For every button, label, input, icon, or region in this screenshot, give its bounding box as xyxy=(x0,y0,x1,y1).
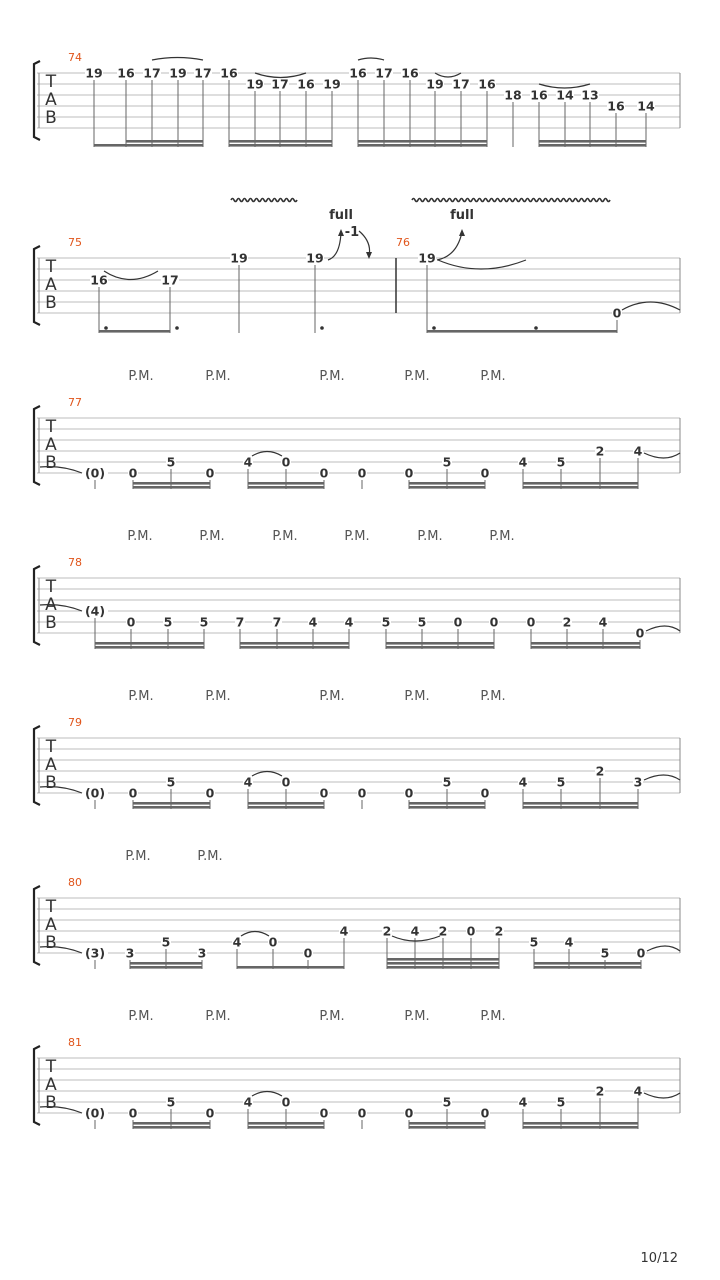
palm-mute-label: P.M. xyxy=(199,529,225,544)
fret-number: 19 xyxy=(169,65,187,81)
tab-clef-letter: B xyxy=(45,613,57,633)
tab-system xyxy=(34,236,680,333)
fret-number: 4 xyxy=(633,1083,643,1099)
fret-number: 4 xyxy=(410,923,420,939)
beam xyxy=(539,144,646,147)
bend-label: full xyxy=(450,208,474,223)
fret-number: 2 xyxy=(382,923,392,939)
tab-clef-letter: B xyxy=(45,1093,57,1113)
beam xyxy=(133,1122,210,1125)
palm-mute-label: P.M. xyxy=(404,369,430,384)
beam xyxy=(539,140,646,143)
beam xyxy=(523,802,638,805)
fret-number: 17 xyxy=(161,272,179,288)
beam xyxy=(248,1122,324,1125)
tab-clef-letter: T xyxy=(45,577,57,597)
tie-out xyxy=(622,302,680,310)
tab-system xyxy=(34,1009,680,1129)
measure-number: 75 xyxy=(68,236,82,249)
tie-out xyxy=(646,626,680,631)
fret-number: (0) xyxy=(84,785,106,801)
fret-number: 0 xyxy=(480,465,490,481)
bend-curve xyxy=(328,232,341,260)
fret-number: 5 xyxy=(442,454,452,470)
fret-number: 0 xyxy=(404,1105,414,1121)
tab-clef-letter: A xyxy=(45,275,57,295)
beam xyxy=(387,962,499,965)
bend-curve xyxy=(437,232,462,260)
fret-number: (0) xyxy=(84,1105,106,1121)
fret-number: 4 xyxy=(344,614,354,630)
fret-number: 16 xyxy=(117,65,135,81)
bend-arrow-head xyxy=(459,229,465,236)
palm-mute-label: P.M. xyxy=(417,529,443,544)
tab-clef-letter: T xyxy=(45,417,57,437)
fret-number: 5 xyxy=(442,774,452,790)
slur xyxy=(252,1092,282,1097)
fret-number: 19 xyxy=(85,65,103,81)
fret-number: 4 xyxy=(243,774,253,790)
beam xyxy=(523,1126,638,1129)
fret-number: 2 xyxy=(494,923,504,939)
fret-number: 5 xyxy=(556,1094,566,1110)
beam xyxy=(427,330,617,333)
beam xyxy=(523,806,638,809)
fret-number: 0 xyxy=(489,614,499,630)
fret-number: 0 xyxy=(281,1094,291,1110)
staccato-dot xyxy=(320,326,324,330)
fret-number: 0 xyxy=(466,923,476,939)
palm-mute-label: P.M. xyxy=(272,529,298,544)
vibrato xyxy=(412,199,610,202)
beam xyxy=(531,646,640,649)
fret-number: 4 xyxy=(232,934,242,950)
beam xyxy=(534,962,641,965)
fret-number: 19 xyxy=(418,250,436,266)
tab-system xyxy=(34,51,680,147)
measure-number: 80 xyxy=(68,876,82,889)
palm-mute-label: P.M. xyxy=(128,1009,154,1024)
fret-number: 0 xyxy=(319,785,329,801)
fret-number: 0 xyxy=(281,774,291,790)
fret-number: 17 xyxy=(271,76,289,92)
fret-number: 4 xyxy=(633,443,643,459)
fret-number: 0 xyxy=(268,934,278,950)
palm-mute-label: P.M. xyxy=(404,1009,430,1024)
fret-number: 4 xyxy=(518,774,528,790)
beam xyxy=(248,482,324,485)
palm-mute-label: P.M. xyxy=(480,689,506,704)
beam xyxy=(240,646,349,649)
tab-clef-letter: A xyxy=(45,1075,57,1095)
fret-number: 5 xyxy=(166,774,176,790)
beam xyxy=(387,958,499,961)
fret-number: 0 xyxy=(205,785,215,801)
beam xyxy=(409,1126,485,1129)
palm-mute-label: P.M. xyxy=(128,369,154,384)
tab-clef-letter: T xyxy=(45,72,57,92)
palm-mute-label: P.M. xyxy=(205,1009,231,1024)
fret-number: 0 xyxy=(480,785,490,801)
staccato-dot xyxy=(175,326,179,330)
tab-system xyxy=(34,529,680,649)
beam xyxy=(133,802,210,805)
beam xyxy=(248,1126,324,1129)
beam xyxy=(133,1126,210,1129)
staccato-dot xyxy=(534,326,538,330)
palm-mute-label: P.M. xyxy=(125,849,151,864)
fret-number: 0 xyxy=(453,614,463,630)
fret-number: 5 xyxy=(163,614,173,630)
fret-number: 4 xyxy=(564,934,574,950)
fret-number: 0 xyxy=(205,465,215,481)
beam xyxy=(387,966,499,969)
beam xyxy=(240,642,349,645)
measure-number: 77 xyxy=(68,396,82,409)
fret-number: 16 xyxy=(530,87,548,103)
fret-number: 4 xyxy=(518,454,528,470)
palm-mute-label: P.M. xyxy=(319,1009,345,1024)
palm-mute-label: P.M. xyxy=(127,529,153,544)
tab-system xyxy=(34,369,680,489)
fret-number: 5 xyxy=(199,614,209,630)
tab-clef-letter: A xyxy=(45,595,57,615)
fret-number: 18 xyxy=(504,87,522,103)
slur xyxy=(252,772,282,777)
fret-number: 4 xyxy=(518,1094,528,1110)
tab-clef-letter: B xyxy=(45,453,57,473)
beam xyxy=(409,482,485,485)
beam xyxy=(523,486,638,489)
tab-clef-letter: B xyxy=(45,933,57,953)
measure-number: 74 xyxy=(68,51,82,64)
slur xyxy=(152,58,203,61)
palm-mute-label: P.M. xyxy=(404,689,430,704)
fret-number: 0 xyxy=(281,454,291,470)
beam xyxy=(99,330,170,333)
fret-number: 4 xyxy=(339,923,349,939)
fret-number: 0 xyxy=(303,945,313,961)
fret-number: 2 xyxy=(595,443,605,459)
beam xyxy=(358,140,487,143)
fret-number: 3 xyxy=(125,945,135,961)
fret-number: 14 xyxy=(556,87,574,103)
beam xyxy=(126,140,203,143)
tab-clef-letter: B xyxy=(45,773,57,793)
slur xyxy=(438,260,526,269)
fret-number: 5 xyxy=(417,614,427,630)
tie-out xyxy=(644,1093,680,1098)
beam xyxy=(130,962,202,965)
fret-number: 2 xyxy=(438,923,448,939)
fret-number: 4 xyxy=(243,454,253,470)
beam xyxy=(229,140,332,143)
fret-number: 7 xyxy=(272,614,282,630)
fret-number: 16 xyxy=(401,65,419,81)
beam xyxy=(523,482,638,485)
palm-mute-label: P.M. xyxy=(205,689,231,704)
fret-number: (4) xyxy=(84,603,106,619)
fret-number: 0 xyxy=(636,945,646,961)
fret-number: 17 xyxy=(452,76,470,92)
fret-number: 0 xyxy=(480,1105,490,1121)
measure-number: 76 xyxy=(396,236,410,249)
slur xyxy=(252,452,282,457)
fret-number: 17 xyxy=(375,65,393,81)
palm-mute-label: P.M. xyxy=(205,369,231,384)
fret-number: (0) xyxy=(84,465,106,481)
fret-number: (3) xyxy=(84,945,106,961)
fret-number: 5 xyxy=(381,614,391,630)
fret-number: 0 xyxy=(404,785,414,801)
beam xyxy=(237,966,344,969)
fret-number: 0 xyxy=(612,305,622,321)
fret-number: 0 xyxy=(357,785,367,801)
beam xyxy=(534,966,641,969)
palm-mute-label: P.M. xyxy=(128,689,154,704)
fret-number: 4 xyxy=(308,614,318,630)
beam xyxy=(95,646,204,649)
beam xyxy=(126,144,203,147)
fret-number: 5 xyxy=(161,934,171,950)
fret-number: 3 xyxy=(633,774,643,790)
fret-number: 4 xyxy=(598,614,608,630)
fret-number: 5 xyxy=(556,774,566,790)
tab-clef-letter: B xyxy=(45,293,57,313)
fret-number: 0 xyxy=(357,1105,367,1121)
measure-number: 79 xyxy=(68,716,82,729)
palm-mute-label: P.M. xyxy=(480,369,506,384)
tie-out xyxy=(644,775,680,780)
fret-number: 0 xyxy=(128,1105,138,1121)
beam xyxy=(386,646,494,649)
bend-arrow-head xyxy=(338,229,344,236)
fret-number: 16 xyxy=(349,65,367,81)
palm-mute-label: P.M. xyxy=(197,849,223,864)
palm-mute-label: P.M. xyxy=(480,1009,506,1024)
palm-mute-label: P.M. xyxy=(344,529,370,544)
page-number-text: 10/12 xyxy=(640,1251,678,1266)
fret-number: 5 xyxy=(442,1094,452,1110)
fret-number: 13 xyxy=(581,87,599,103)
fret-number: 5 xyxy=(529,934,539,950)
beam xyxy=(229,144,332,147)
tie-out xyxy=(647,946,680,951)
beam xyxy=(133,806,210,809)
fret-number: 0 xyxy=(126,614,136,630)
tie-out xyxy=(644,453,680,458)
fret-number: 16 xyxy=(478,76,496,92)
slur xyxy=(241,932,269,937)
fret-number: 16 xyxy=(607,98,625,114)
fret-number: 19 xyxy=(306,250,324,266)
beam xyxy=(358,144,487,147)
beam xyxy=(95,642,204,645)
beam xyxy=(130,966,202,969)
fret-number: 19 xyxy=(246,76,264,92)
fret-number: 19 xyxy=(230,250,248,266)
slur xyxy=(358,58,384,60)
fret-number: 0 xyxy=(526,614,536,630)
tab-clef-letter: T xyxy=(45,257,57,277)
beam xyxy=(133,482,210,485)
tab-clef-letter: T xyxy=(45,897,57,917)
fret-number: 16 xyxy=(220,65,238,81)
slur xyxy=(104,271,158,280)
fret-number: 0 xyxy=(404,465,414,481)
beam xyxy=(409,486,485,489)
bend-label: -1 xyxy=(344,225,360,240)
beam xyxy=(248,486,324,489)
fret-number: 17 xyxy=(194,65,212,81)
beam xyxy=(409,806,485,809)
fret-number: 19 xyxy=(323,76,341,92)
staccato-dot xyxy=(104,326,108,330)
fret-number: 3 xyxy=(197,945,207,961)
fret-number: 5 xyxy=(166,1094,176,1110)
beam xyxy=(94,144,126,147)
beam xyxy=(248,802,324,805)
fret-number: 5 xyxy=(556,454,566,470)
fret-number: 14 xyxy=(637,98,655,114)
tab-clef-letter: T xyxy=(45,1057,57,1077)
fret-number: 17 xyxy=(143,65,161,81)
beam xyxy=(409,802,485,805)
beam xyxy=(531,642,640,645)
tab-clef-letter: A xyxy=(45,90,57,110)
tab-system xyxy=(34,849,680,969)
fret-number: 0 xyxy=(205,1105,215,1121)
palm-mute-label: P.M. xyxy=(489,529,515,544)
tab-clef-letter: T xyxy=(45,737,57,757)
beam xyxy=(523,1122,638,1125)
fret-number: 2 xyxy=(562,614,572,630)
fret-number: 7 xyxy=(235,614,245,630)
fret-number: 5 xyxy=(600,945,610,961)
tab-system xyxy=(34,689,680,809)
fret-number: 0 xyxy=(319,465,329,481)
staccato-dot xyxy=(432,326,436,330)
fret-number: 2 xyxy=(595,1083,605,1099)
palm-mute-label: P.M. xyxy=(319,689,345,704)
tab-clef-letter: B xyxy=(45,108,57,128)
fret-number: 5 xyxy=(166,454,176,470)
beam xyxy=(409,1122,485,1125)
fret-number: 19 xyxy=(426,76,444,92)
fret-number: 0 xyxy=(319,1105,329,1121)
vibrato xyxy=(231,199,297,202)
fret-number: 0 xyxy=(635,625,645,641)
beam xyxy=(133,486,210,489)
fret-number: 0 xyxy=(128,785,138,801)
fret-number: 4 xyxy=(243,1094,253,1110)
measure-number: 78 xyxy=(68,556,82,569)
bend-label: full xyxy=(329,208,353,223)
beam xyxy=(386,642,494,645)
tab-clef-letter: A xyxy=(45,435,57,455)
beam xyxy=(248,806,324,809)
fret-number: 16 xyxy=(90,272,108,288)
fret-number: 0 xyxy=(128,465,138,481)
fret-number: 0 xyxy=(357,465,367,481)
fret-number: 2 xyxy=(595,763,605,779)
palm-mute-label: P.M. xyxy=(319,369,345,384)
fret-number: 16 xyxy=(297,76,315,92)
tab-clef-letter: A xyxy=(45,915,57,935)
measure-number: 81 xyxy=(68,1036,82,1049)
tab-clef-letter: A xyxy=(45,755,57,775)
